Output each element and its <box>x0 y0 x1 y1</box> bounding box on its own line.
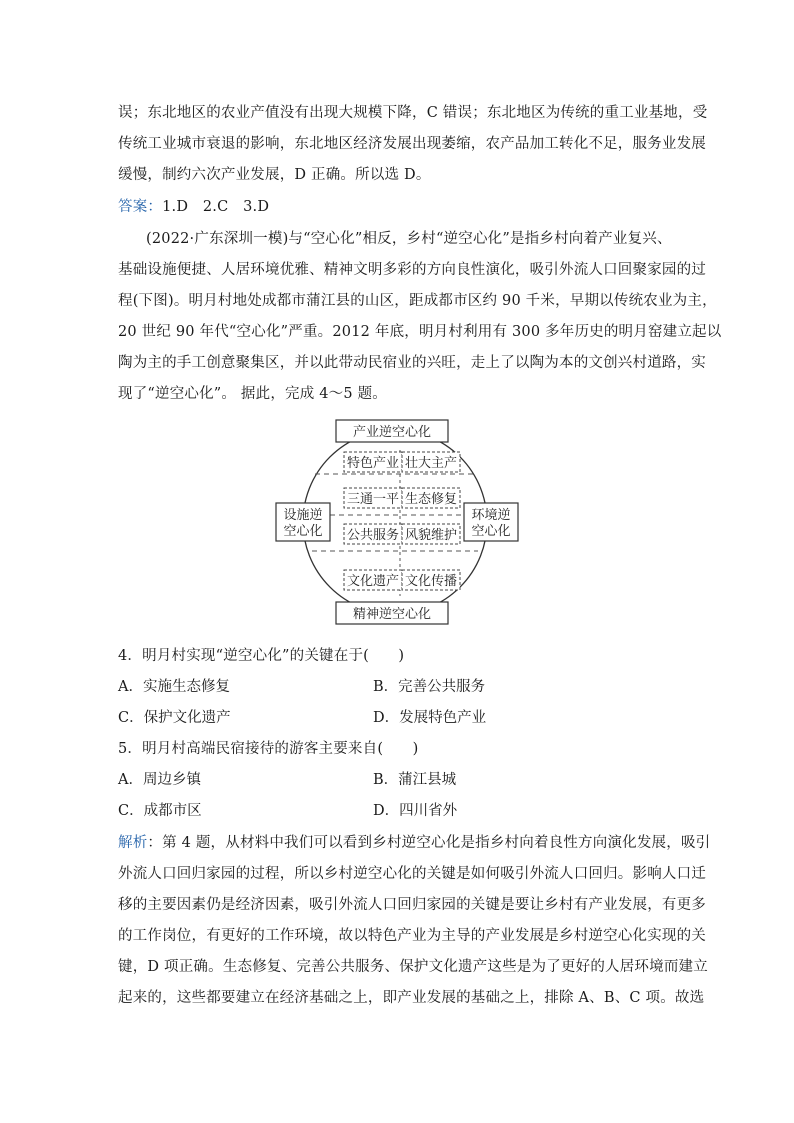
reverse-hollowing-diagram <box>270 418 520 626</box>
analysis-line: 起来的，这些都要建立在经济基础之上，即产业发展的基础之上，排除 A、B、C 项。故选 <box>118 990 705 1006</box>
analysis-line <box>118 831 710 852</box>
analysis-line: 键，D 项正确。生态修复、完善公共服务、保护文化遗产这些是为了更好的人居环境而建立 <box>118 959 708 975</box>
analysis-label: 解析 <box>118 835 148 851</box>
passage-line: 基础设施便捷、人居环境优雅、精神文明多彩的方向良性演化，吸引外流人口回聚家园的过 <box>118 262 706 278</box>
question-5: 5．明月村高端民宿接待的游客主要来自( ) <box>118 741 419 757</box>
q5-option-a[interactable]: A．周边乡镇 <box>118 772 201 788</box>
question-4: 4．明月村实现“逆空心化”的关键在于( ) <box>118 648 405 664</box>
text-line: 误；东北地区的农业产值没有出现大规模下降，C 错误；东北地区为传统的重工业基地，受 <box>118 105 708 121</box>
cell-label: 文化传播 <box>404 574 458 589</box>
cell-label: 文化遗产 <box>346 574 400 589</box>
cell-label: 风貌维护 <box>404 528 458 543</box>
left-label-line2: 空心化 <box>283 524 323 539</box>
passage-line: (2022·广东深圳一模)与“空心化”相反，乡村“逆空心化”是指乡村向着产业复兴、 <box>146 231 672 247</box>
q4-option-c[interactable]: C．保护文化遗产 <box>118 710 231 726</box>
top-label: 产业逆空心化 <box>352 425 432 440</box>
analysis-line: 的工作岗位，有更好的工作环境，故以特色产业为主导的产业发展是乡村逆空心化实现的关 <box>118 928 706 944</box>
text-line: 传统工业城市衰退的影响，东北地区经济发展出现萎缩，农产品加工转化不足，服务业发展 <box>118 136 706 152</box>
passage-line: 程(下图)。明月村地处成都市蒲江县的山区，距成都市区约 90 千米，早期以传统农业为主， <box>118 293 717 309</box>
passage-line: 现了“逆空心化”。 据此，完成 4～5 题。 <box>118 386 388 402</box>
cell-label: 三通一平 <box>346 492 400 507</box>
cell-label: 生态修复 <box>404 492 458 507</box>
right-label-line1: 环境逆 <box>471 508 511 523</box>
analysis-line: 外流人口回归家园的过程，所以乡村逆空心化的关键是如何吸引外流人口回归。影响人口迁 <box>118 866 706 882</box>
answer-line <box>118 195 269 216</box>
diagram-svg <box>270 418 520 626</box>
answer-label: 答案： <box>118 199 163 215</box>
answer-value: 1.D 2.C 3.D <box>162 199 270 215</box>
q4-option-b[interactable]: B．完善公共服务 <box>373 679 486 695</box>
passage-line: 陶为主的手工创意聚集区，并以此带动民宿业的兴旺，走上了以陶为本的文创兴村道路，实 <box>118 355 706 371</box>
cell-label: 壮大主产 <box>404 456 458 471</box>
q5-option-c[interactable]: C．成都市区 <box>118 803 202 819</box>
q5-option-b[interactable]: B．蒲江县城 <box>373 772 457 788</box>
analysis-line: 移的主要因素仍是经济因素，吸引外流人口回归家园的关键是要让乡村有产业发展，有更多 <box>118 897 706 913</box>
right-label-line2: 空心化 <box>471 524 511 539</box>
q5-option-d[interactable]: D．四川省外 <box>373 803 458 819</box>
passage-line: 20 世纪 90 年代“空心化”严重。2012 年底，明月村利用有 300 多年历史的明月窑建立起以 <box>118 324 722 340</box>
analysis-text: ：第 4 题，从材料中我们可以看到乡村逆空心化是指乡村向着良性方向演化发展，吸引 <box>147 835 711 851</box>
q4-option-d[interactable]: D．发展特色产业 <box>373 710 487 726</box>
cell-label: 公共服务 <box>346 528 400 543</box>
text-line: 缓慢，制约六次产业发展，D 正确。所以选 D。 <box>118 167 431 183</box>
cell-label: 特色产业 <box>346 456 400 471</box>
bottom-label: 精神逆空心化 <box>352 607 432 622</box>
left-label-line1: 设施逆 <box>283 508 323 523</box>
q4-option-a[interactable]: A．实施生态修复 <box>118 679 230 695</box>
